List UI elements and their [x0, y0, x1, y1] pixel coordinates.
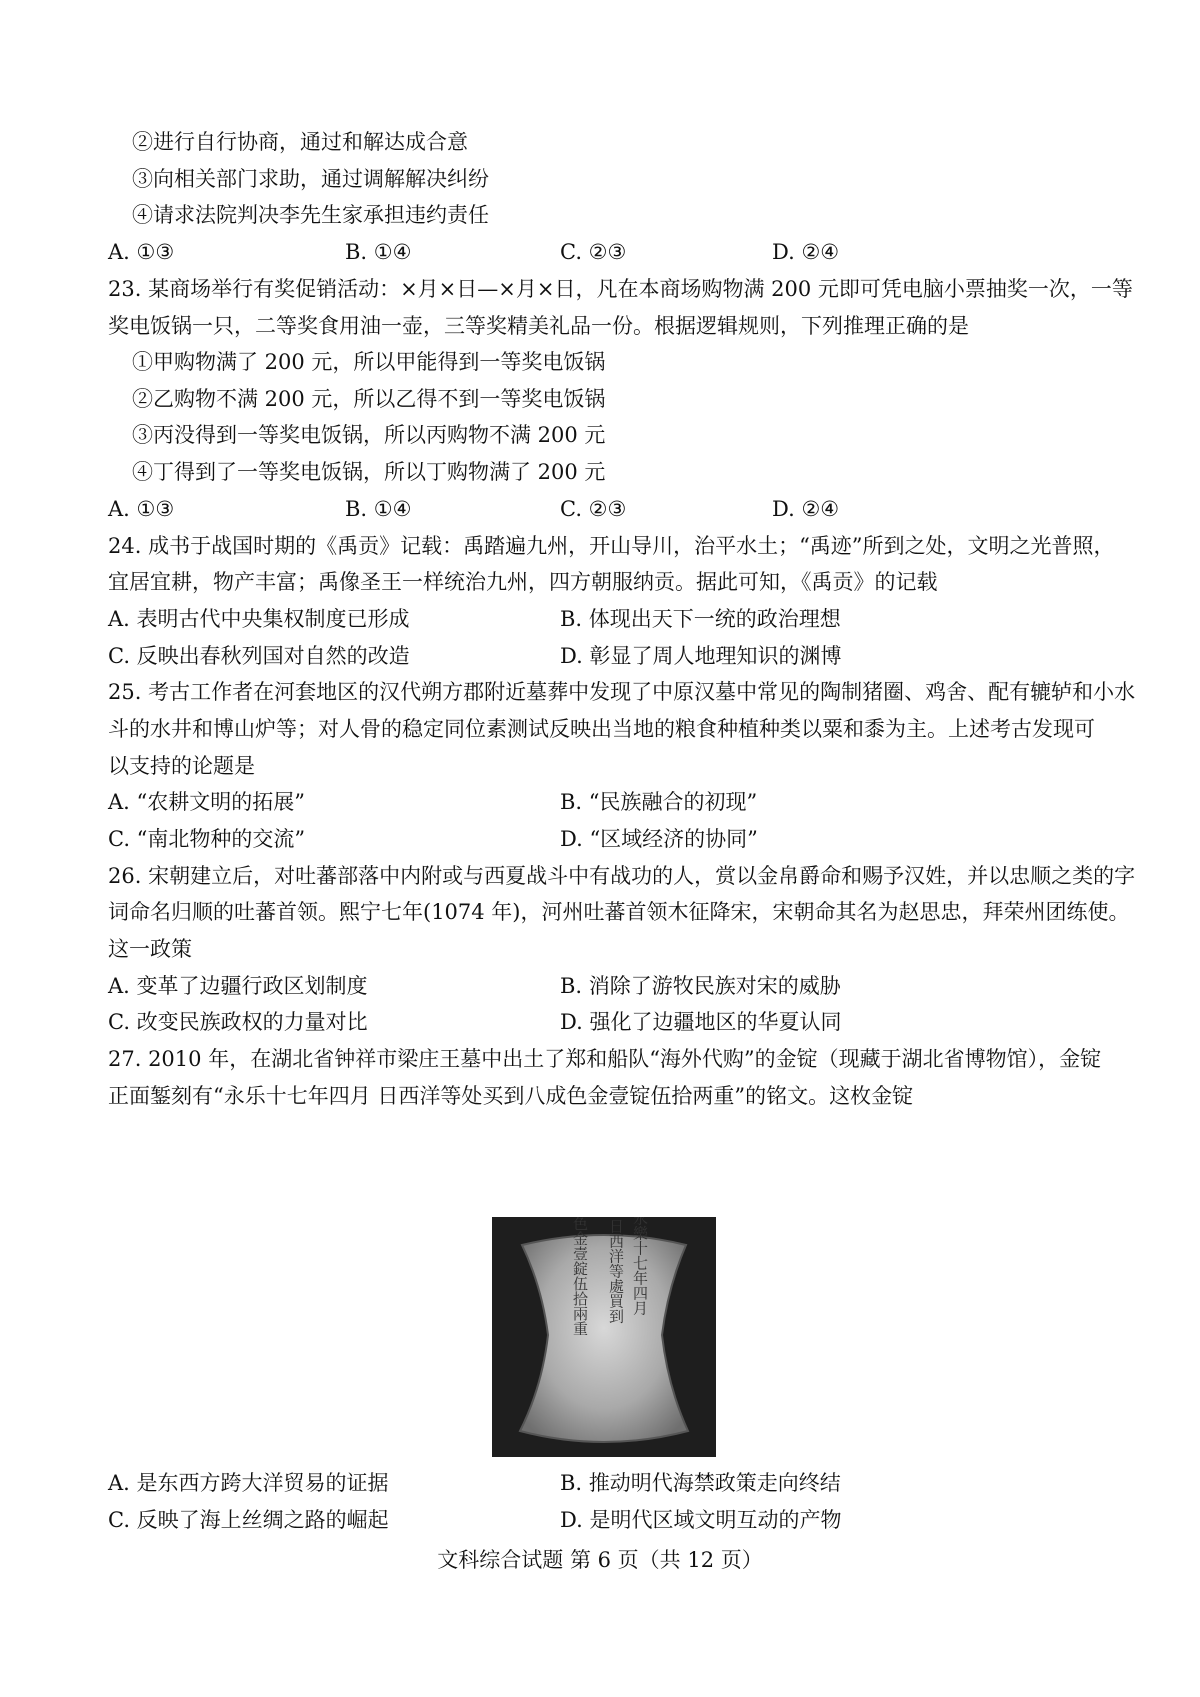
q23-stem-line-2: 奖电饭锅一只，二等奖食用油一壶，三等奖精美礼品一份。根据逻辑规则，下列推理正确的是 — [108, 314, 969, 338]
gold-ingot-photo — [492, 1217, 716, 1457]
q22-option-d: D. ②④ — [772, 240, 840, 264]
q24-option-c: C. 反映出春秋列国对自然的改造 — [108, 644, 410, 668]
q26-stem-line-1: 26. 宋朝建立后，对吐蕃部落中内附或与西夏战斗中有战功的人，赏以金帛爵命和赐予汉姓，并以忠顺之类的字 — [108, 864, 1136, 888]
q23-statement-4: ④丁得到了一等奖电饭锅，所以丁购物满了 200 元 — [132, 460, 606, 484]
q27-option-d: D. 是明代区域文明互动的产物 — [560, 1508, 842, 1532]
q26-option-c: C. 改变民族政权的力量对比 — [108, 1010, 368, 1034]
q25-stem-line-2: 斗的水井和博山炉等；对人骨的稳定同位素测试反映出当地的粮食种植种类以粟和黍为主。上述考古发现可 — [108, 717, 1095, 741]
q25-stem-line-1: 25. 考古工作者在河套地区的汉代朔方郡附近墓葬中发现了中原汉墓中常见的陶制猪圈、鸡舍、配有辘轳和小水 — [108, 680, 1136, 704]
q23-stem-line-1: 23. 某商场举行有奖促销活动：×月×日—×月×日，凡在本商场购物满 200 元即可凭电脑小票抽奖一次，一等 — [108, 277, 1133, 301]
q25-option-a: A. “农耕文明的拓展” — [108, 790, 305, 814]
q26-stem-line-2: 词命名归顺的吐蕃首领。熙宁七年(1074 年)，河州吐蕃首领木征降宋，宋朝命其名为赵思忠，拜荣州团练使。 — [108, 900, 1130, 924]
q26-stem-line-3: 这一政策 — [108, 937, 192, 961]
q25-stem-line-3: 以支持的论题是 — [108, 754, 255, 778]
q27-option-a: A. 是东西方跨大洋贸易的证据 — [108, 1471, 389, 1495]
q22-option-b: B. ①④ — [345, 240, 412, 264]
ingot-shape — [520, 1235, 688, 1442]
q27-stem-line-2: 正面錾刻有“永乐十七年四月 日西洋等处买到八成色金壹锭伍拾两重”的铭文。这枚金锭 — [108, 1084, 914, 1108]
q24-stem-line-2: 宜居宜耕，物产丰富；禹像圣王一样统治九州，四方朝服纳贡。据此可知，《禹贡》的记载 — [108, 570, 938, 594]
q23-option-d: D. ②④ — [772, 497, 840, 521]
q23-option-b: B. ①④ — [345, 497, 412, 521]
q27-option-c: C. 反映了海上丝绸之路的崛起 — [108, 1508, 389, 1532]
q23-statement-3: ③丙没得到一等奖电饭锅，所以丙购物不满 200 元 — [132, 423, 606, 447]
q25-option-b: B. “民族融合的初现” — [560, 790, 758, 814]
ingot-inscription-col-2: 日西洋等處買到 — [607, 1218, 625, 1324]
q26-option-b: B. 消除了游牧民族对宋的威胁 — [560, 974, 841, 998]
q26-option-d: D. 强化了边疆地区的华夏认同 — [560, 1010, 842, 1034]
q26-option-a: A. 变革了边疆行政区划制度 — [108, 974, 368, 998]
q24-option-a: A. 表明古代中央集权制度已形成 — [108, 607, 410, 631]
q23-statement-2: ②乙购物不满 200 元，所以乙得不到一等奖电饭锅 — [132, 387, 606, 411]
q22-statement-2: ②进行自行协商，通过和解达成合意 — [132, 130, 468, 154]
q25-option-d: D. “区域经济的协同” — [560, 827, 758, 851]
q22-statement-3: ③向相关部门求助，通过调解解决纠纷 — [132, 167, 489, 191]
ingot-inscription-col-3: 八成色金壹錠伍拾兩重 — [571, 1217, 589, 1336]
q24-option-b: B. 体现出天下一统的政治理想 — [560, 607, 841, 631]
q23-option-c: C. ②③ — [560, 497, 627, 521]
ingot-inscription-col-1: 永樂十七年四月 — [631, 1217, 649, 1316]
gold-ingot-image — [492, 1217, 716, 1457]
q23-statement-1: ①甲购物满了 200 元，所以甲能得到一等奖电饭锅 — [132, 350, 606, 374]
q24-option-d: D. 彰显了周人地理知识的渊博 — [560, 644, 842, 668]
q24-stem-line-1: 24. 成书于战国时期的《禹贡》记载：禹踏遍九州，开山导川，治平水土；“禹迹”所到之处，文明之光普照， — [108, 534, 1115, 558]
q22-option-a: A. ①③ — [108, 240, 175, 264]
q25-option-c: C. “南北物种的交流” — [108, 827, 306, 851]
q23-option-a: A. ①③ — [108, 497, 175, 521]
page-footer: 文科综合试题 第 6 页（共 12 页） — [437, 1548, 763, 1572]
q27-stem-line-1: 27. 2010 年，在湖北省钟祥市梁庄王墓中出土了郑和船队“海外代购”的金锭（现藏于湖北省博物馆），金锭 — [108, 1047, 1102, 1071]
q22-statement-4: ④请求法院判决李先生家承担违约责任 — [132, 203, 489, 227]
q22-option-c: C. ②③ — [560, 240, 627, 264]
q27-option-b: B. 推动明代海禁政策走向终结 — [560, 1471, 841, 1495]
